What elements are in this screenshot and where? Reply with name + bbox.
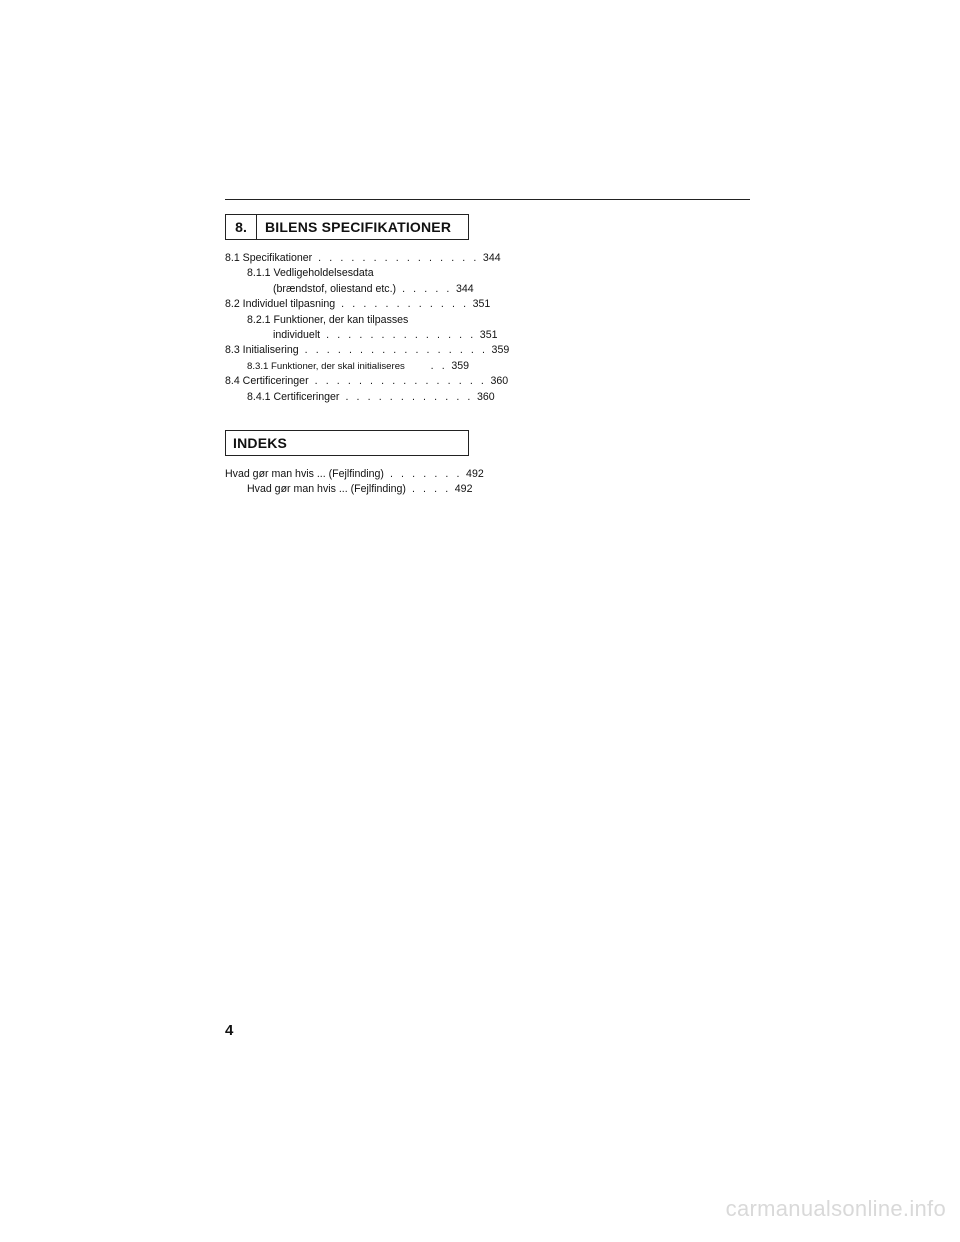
toc-page-number: 351 — [479, 329, 498, 342]
toc-page-number: 344 — [455, 282, 474, 295]
toc-entry-label: 8.2 Individuel tilpasning — [225, 298, 336, 311]
toc-dot-leader: . . . . . . . . . . . . . . — [326, 329, 476, 342]
toc-page-number: 360 — [490, 375, 509, 388]
toc-dot-leader: . . . . . . . . . . . . . . . — [318, 252, 479, 264]
index-heading — [225, 430, 469, 456]
page-number: 4 — [225, 1022, 234, 1039]
toc-dot-leader: . . . . . — [402, 282, 452, 295]
toc-entry[interactable] — [225, 282, 474, 297]
toc-entry[interactable] — [225, 482, 473, 497]
toc-dot-leader: . . . . — [411, 483, 451, 496]
toc-dot-leader: . . . . . . . . . . . . . . . . . — [304, 344, 488, 357]
toc-entry[interactable] — [225, 343, 510, 358]
toc-entry-label: individuelt — [273, 329, 321, 342]
toc-dot-leader: . . — [430, 359, 448, 372]
toc-entry[interactable] — [225, 467, 484, 482]
toc-entry[interactable] — [225, 328, 498, 343]
chapter-number: 8. — [226, 215, 257, 239]
toc-entry-label: (brændstof, oliestand etc.) — [273, 282, 397, 295]
toc-entry-label: 8.1 Specifikationer — [225, 252, 313, 264]
toc-entry-label: 8.2.1 Funktioner, der kan tilpasses — [247, 313, 409, 326]
toc-dot-leader: . . . . . . . — [389, 468, 463, 480]
index-title: INDEKS — [233, 435, 288, 451]
toc-page-number: 360 — [476, 390, 495, 403]
toc-entry[interactable] — [225, 297, 491, 312]
toc-entry[interactable] — [225, 359, 469, 374]
chapter-heading — [225, 214, 469, 240]
toc-entry[interactable] — [225, 390, 495, 405]
toc-page-number: 351 — [472, 298, 491, 311]
toc-entry-label: 8.3 Initialisering — [225, 344, 299, 357]
toc-page-number: 359 — [491, 344, 510, 357]
toc-dot-leader: . . . . . . . . . . . . . . . . — [314, 375, 487, 388]
toc-entry-label: 8.1.1 Vedligeholdelsesdata — [247, 267, 374, 280]
toc-page-number: 492 — [466, 468, 484, 480]
toc-entry-label: 8.4 Certificeringer — [225, 375, 309, 388]
toc-entry-label: 8.3.1 Funktioner, der skal initialiseres — [247, 360, 405, 372]
toc-entry-label: Hvad gør man hvis ... (Fejlfinding) — [247, 483, 406, 496]
chapter-title: BILENS SPECIFIKATIONER — [265, 219, 452, 235]
toc-entry[interactable] — [225, 266, 469, 281]
top-rule — [225, 199, 750, 200]
toc-page-number: 492 — [454, 483, 473, 496]
index-toc — [225, 467, 484, 498]
toc-entry-label: Hvad gør man hvis ... (Fejlfinding) — [225, 468, 384, 480]
chapter-toc — [225, 251, 510, 405]
watermark: carmanualsonline.info — [725, 1196, 946, 1221]
toc-dot-leader: . . . . . . . . . . . . — [341, 298, 469, 311]
toc-entry-label: 8.4.1 Certificeringer — [247, 390, 340, 403]
toc-entry[interactable] — [225, 313, 469, 328]
toc-entry[interactable] — [225, 374, 509, 389]
toc-page-number: 344 — [482, 252, 501, 264]
toc-page-number: 359 — [451, 359, 469, 372]
toc-dot-leader: . . . . . . . . . . . . — [345, 390, 473, 403]
toc-entry[interactable] — [225, 251, 501, 266]
